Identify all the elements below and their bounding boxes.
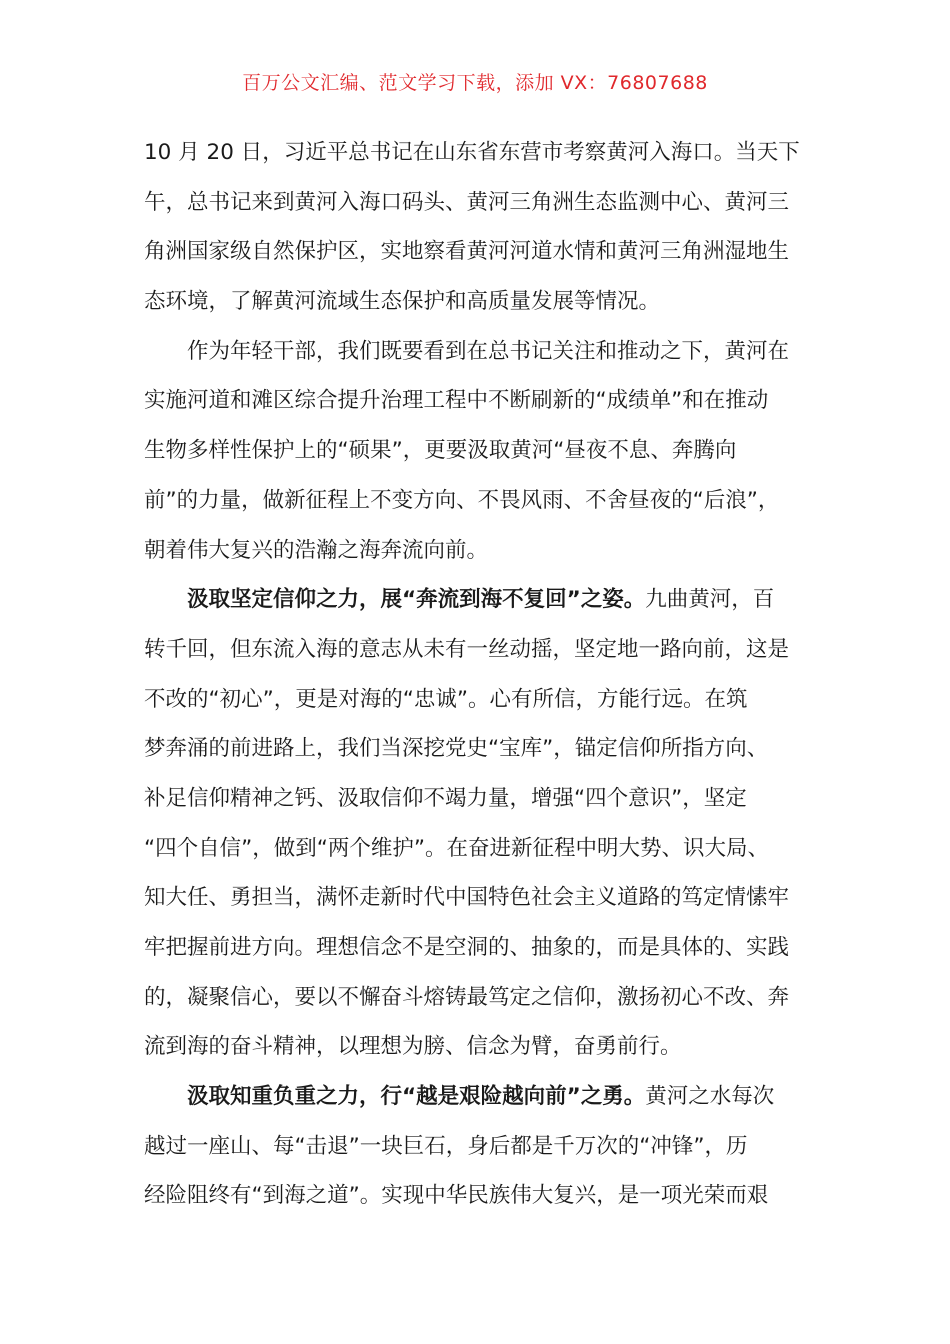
text-line: 补足信仰精神之钙、汲取信仰不竭力量，增强“四个意识”，坚定 xyxy=(144,785,747,811)
paragraph-3 xyxy=(144,575,804,1072)
document-body xyxy=(144,128,804,1221)
text-line: 知大任、勇担当，满怀走新时代中国特色社会主义道路的笃定情愫牢 xyxy=(144,885,790,911)
paragraph-1 xyxy=(144,128,804,327)
section-heading: 汲取坚定信仰之力，展“奔流到海不复回”之姿。 xyxy=(187,587,646,613)
text-line: 转千回，但东流入海的意志从未有一丝动摇，坚定地一路向前，这是 xyxy=(144,636,790,662)
header-banner: 百万公文汇编、范文学习下载，添加 VX：76807688 xyxy=(242,72,708,94)
text-line: “四个自信”，做到“两个维护”。在奋进新征程中明大势、识大局、 xyxy=(144,835,770,861)
heading-line-rest: 九曲黄河，百 xyxy=(645,587,775,613)
text-line: 生物多样性保护上的“硕果”，更要汲取黄河“昼夜不息、奔腾向 xyxy=(144,438,737,464)
text-line: 前”的力量，做新征程上不变方向、不畏风雨、不舍昼夜的“后浪”， xyxy=(144,487,780,513)
heading-line-rest: 黄河之水每次 xyxy=(645,1084,775,1110)
text-line xyxy=(144,575,804,625)
text-line: 流到海的奋斗精神，以理想为膀、信念为臂，奋勇前行。 xyxy=(144,1034,682,1060)
text-line: 不改的“初心”，更是对海的“忠诚”。心有所信，方能行远。在筑 xyxy=(144,686,748,712)
text-line: 越过一座山、每“击退”一块巨石，身后都是千万次的“冲锋”，历 xyxy=(144,1133,748,1159)
text-line: 牢把握前进方向。理想信念不是空洞的、抽象的，而是具体的、实践 xyxy=(144,935,790,960)
paragraph-2 xyxy=(144,327,804,575)
text-line: 朝着伟大复兴的浩瀚之海奔流向前。 xyxy=(144,537,489,563)
text-line: 态环境，了解黄河流域生态保护和高质量发展等情况。 xyxy=(144,289,661,315)
text-line: 实施河道和滩区综合提升治理工程中不断刷新的“成绩单”和在推动 xyxy=(144,388,769,414)
text-line: 的，凝聚信心，要以不懈奋斗熔铸最笃定之信仰，激扬初心不改、奔 xyxy=(144,984,790,1010)
text-line: 10 月 20 日，习近平总书记在山东省东营市考察黄河入海口。当天下 xyxy=(144,140,800,165)
text-line: 午，总书记来到黄河入海口码头、黄河三角洲生态监测中心、黄河三 xyxy=(144,189,790,215)
text-line: 梦奔涌的前进路上，我们当深挖党史“宝库”，锚定信仰所指方向、 xyxy=(144,736,769,762)
section-heading: 汲取知重负重之力，行“越是艰险越向前”之勇。 xyxy=(187,1084,646,1110)
text-line: 角洲国家级自然保护区，实地察看黄河河道水情和黄河三角洲湿地生 xyxy=(144,239,790,265)
paragraph-4 xyxy=(144,1072,804,1221)
text-line: 经险阻终有“到海之道”。实现中华民族伟大复兴，是一项光荣而艰 xyxy=(144,1183,769,1209)
text-line: 作为年轻干部，我们既要看到在总书记关注和推动之下，黄河在 xyxy=(187,338,790,364)
text-line xyxy=(144,1072,804,1122)
